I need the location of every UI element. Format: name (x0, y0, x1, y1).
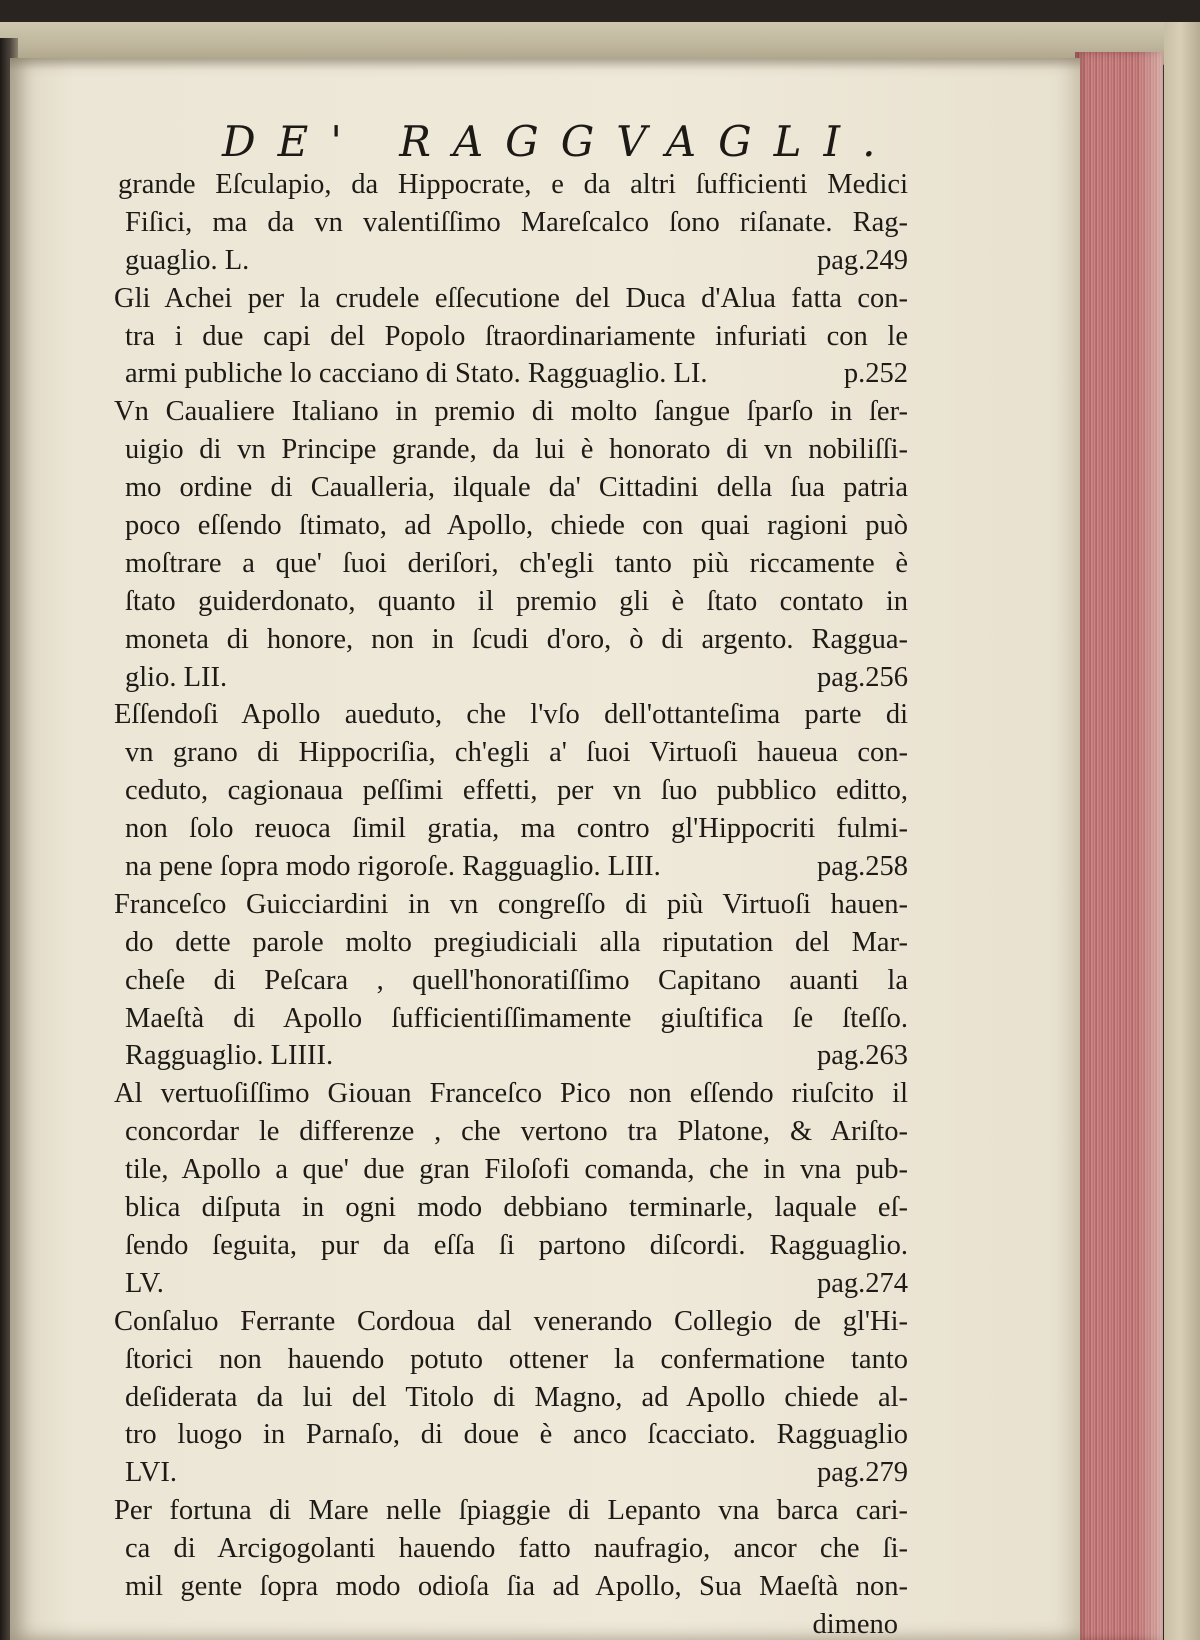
page-reference: pag.256 (816, 661, 908, 693)
entry-line: deſiderata da lui del Titolo di Magno, ad Apollo chiede al- (125, 1381, 908, 1413)
entry-line: Maeſtà di Apollo ſufficientiſſimamente giuſtifica ſe ſteſſo. (125, 1002, 908, 1034)
entry-line: ſendo ſeguita, pur da eſſa ſi partono diſcordi. Ragguaglio. (125, 1229, 908, 1261)
entry-line: Franceſco Guicciardini in vn congreſſo di più Virtuoſi hauen- (114, 888, 908, 920)
index-entry (114, 886, 908, 1075)
index-entry (114, 1492, 908, 1606)
page-reference: pag.249 (816, 244, 908, 276)
entry-reference (118, 1265, 908, 1303)
entry-line: blica diſputa in ogni modo debbiano terminarle, laquale eſ- (125, 1192, 908, 1224)
entry-line: moſtrare a que' ſuoi deriſori, ch'egli tanto più riccamente è (125, 547, 908, 579)
entry-line: Conſaluo Ferrante Cordoua dal venerando Collegio de gl'Hi- (114, 1305, 908, 1337)
red-fore-edge (1075, 52, 1163, 1640)
catchword: dimeno (812, 1608, 898, 1640)
ragguaglio-label: armi publiche lo cacciano di Stato. Ragguaglio. LI. (125, 358, 708, 390)
index-entry (118, 166, 908, 280)
ragguaglio-label: Ragguaglio. LIIII. (125, 1040, 334, 1072)
ragguaglio-label: glio. LII. (125, 661, 228, 693)
entry-line: vn grano di Hippocriſia, ch'egli a' ſuoi Virtuoſi haueua con- (125, 737, 908, 769)
entry-reference (118, 242, 908, 280)
entry-line: Fiſici, ma da vn valentiſſimo Mareſcalco ſono riſanate. Rag- (125, 206, 908, 238)
entry-line: Gli Achei per la crudele eſſecutione del Duca d'Alua fatta con- (114, 282, 908, 314)
entry-line: uigio di vn Principe grande, da lui è honorato di vn nobiliſſi- (125, 434, 908, 466)
index-entry (114, 1303, 908, 1492)
entry-line: poco eſſendo ſtimato, ad Apollo, chiede con quai ragioni può (125, 510, 908, 542)
cover-right-edge (1164, 22, 1200, 1640)
entry-line: concordar le differenze , che vertono tra Platone, & Ariſto- (125, 1116, 908, 1148)
index-entry (114, 393, 908, 696)
entry-line: do dette parole molto pregiudiciali alla riputation del Mar- (125, 926, 908, 958)
entry-line: ca di Arcigogolanti hauendo fatto naufragio, ancor che ſi- (125, 1533, 908, 1565)
page-reference: pag.263 (816, 1040, 908, 1072)
ragguaglio-label: na pene ſopra modo rigoroſe. Ragguaglio. LIII. (125, 851, 661, 883)
page-reference: p.252 (843, 358, 908, 390)
entry-line: Vn Caualiere Italiano in premio di molto ſangue ſparſo in ſer- (114, 396, 908, 428)
entry-line: mo ordine di Caualleria, ilquale da' Cittadini della ſua patria (125, 472, 908, 504)
entry-line: grande Eſculapio, da Hippocrate, e da altri ſufficienti Medici (118, 169, 908, 200)
entry-reference (118, 659, 908, 697)
page-reference: pag.258 (816, 851, 908, 883)
entry-line: ſtorici non hauendo potuto ottener la confermatione tanto (125, 1343, 908, 1375)
entry-line: tra i due capi del Popolo ſtraordinariamente infuriati con le (125, 320, 908, 352)
entry-line: ſtato guiderdonato, quanto il premio gli è ſtato contato in (125, 585, 908, 617)
ragguaglio-label: guaglio. L. (125, 244, 250, 276)
entry-line: moneta di honore, non in ſcudi d'oro, ò di argento. Raggua- (125, 623, 908, 655)
entry-line: Al vertuoſiſſimo Giouan Franceſco Pico non eſſendo riuſcito il (114, 1078, 908, 1110)
entry-line: Eſſendoſi Apollo aueduto, che l'vſo dell'ottanteſima parte di (114, 699, 908, 731)
entry-reference (118, 848, 908, 886)
index-entry (114, 280, 908, 394)
entry-line: non ſolo reuoca ſimil gratia, ma contro gl'Hippocriti fulmi- (125, 813, 908, 845)
entry-reference (118, 1454, 908, 1492)
entry-line: tile, Apollo a que' due gran Filoſofi comanda, che in vna pub- (125, 1154, 908, 1186)
ragguaglio-label: LVI. (125, 1457, 177, 1489)
entry-line: cheſe di Peſcara , quell'honoratiſſimo Capitano auanti la (125, 964, 908, 996)
entry-line: tro luogo in Parnaſo, di doue è anco ſcacciato. Ragguaglio (125, 1419, 908, 1451)
index-text-block (114, 166, 908, 1640)
entry-line: ceduto, cagionaua peſſimi effetti, per vn ſuo pubblico editto, (125, 775, 908, 807)
index-entry (114, 696, 908, 885)
page-reference: pag.274 (816, 1267, 908, 1299)
entry-line: mil gente ſopra modo odioſa ſia ad Apollo, Sua Maeſtà non- (125, 1570, 908, 1602)
entry-reference (118, 1037, 908, 1075)
index-entry (114, 1075, 908, 1302)
ragguaglio-label: LV. (125, 1267, 164, 1299)
entry-line: Per fortuna di Mare nelle ſpiaggie di Lepanto vna barca cari- (114, 1495, 908, 1527)
running-head: DE' RAGGVAGLI. (222, 117, 898, 166)
page-reference: pag.279 (816, 1457, 908, 1489)
entry-reference (118, 355, 908, 393)
